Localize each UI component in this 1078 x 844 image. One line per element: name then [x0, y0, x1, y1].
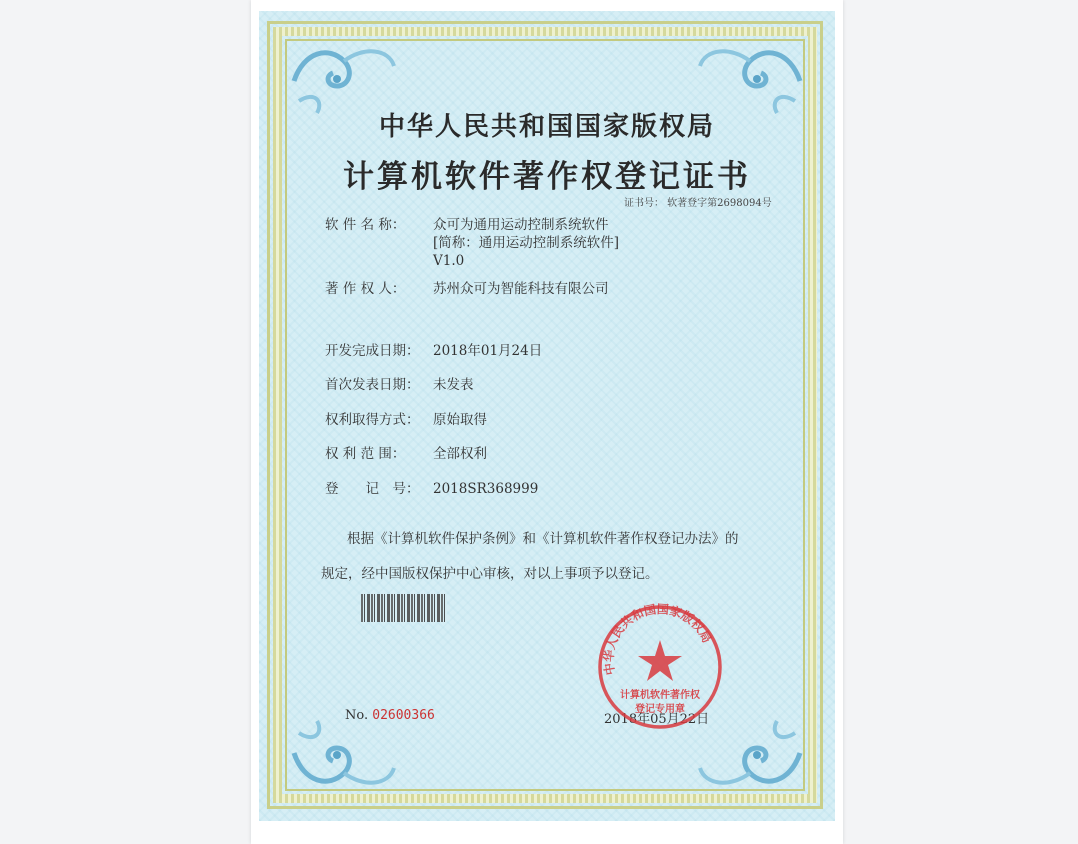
software-version-line: V1.0	[433, 253, 465, 269]
field-value	[433, 216, 619, 270]
barcode-image	[361, 594, 447, 622]
seal-inner-line-2: 登记专用章	[635, 704, 685, 715]
serial-label: No.	[345, 708, 369, 723]
field-value: 原始取得	[433, 412, 487, 428]
serial-value: 02600366	[372, 708, 435, 723]
field-value: 未发表	[433, 377, 474, 393]
field-label: 首次发表日期：	[325, 377, 420, 393]
seal-inner-line-1: 计算机软件著作权	[620, 690, 700, 701]
copyright-certificate	[259, 11, 835, 821]
field-label: 开发完成日期：	[325, 343, 420, 359]
software-short-name-line: [简称：通用运动控制系统软件]	[433, 235, 620, 251]
field-copyright-owner	[325, 280, 609, 298]
field-value: 苏州众可为智能科技有限公司	[433, 281, 609, 297]
statement-line-2: 规定，经中国版权保护中心审核，对以上事项予以登记。	[321, 566, 659, 582]
seal-outer-text: 中华人民共和国国家版权局	[601, 602, 715, 677]
issue-date: 2018年05月22日	[604, 712, 710, 727]
corner-ornament-icon	[289, 713, 399, 793]
field-completion-date	[325, 342, 542, 360]
official-seal-icon	[595, 602, 725, 732]
certificate-title: 计算机软件著作权登记证书	[343, 159, 751, 195]
field-value: 全部权利	[433, 446, 487, 462]
field-value: 2018SR368999	[433, 481, 539, 497]
serial-number	[345, 708, 435, 723]
field-registration-number	[325, 480, 538, 498]
certificate-number: 证书号： 软著登字第2698094号	[624, 198, 772, 209]
field-label: 权利取得方式：	[325, 412, 420, 428]
software-name-line: 众可为通用运动控制系统软件	[433, 217, 609, 233]
field-rights-scope	[325, 445, 487, 463]
field-publish-date	[325, 376, 474, 394]
issuer-title: 中华人民共和国国家版权局	[378, 112, 715, 142]
field-label: 权 利 范 围：	[325, 446, 406, 462]
field-value: 2018年01月24日	[433, 343, 543, 359]
statement-line-1: 根据《计算机软件保护条例》和《计算机软件著作权登记办法》的	[347, 531, 739, 547]
field-acquisition-method	[325, 411, 487, 429]
field-label: 登 记 号：	[325, 481, 420, 497]
field-label: 软 件 名 称：	[325, 217, 406, 233]
field-software-name	[325, 216, 619, 270]
field-label: 著 作 权 人：	[325, 281, 406, 297]
